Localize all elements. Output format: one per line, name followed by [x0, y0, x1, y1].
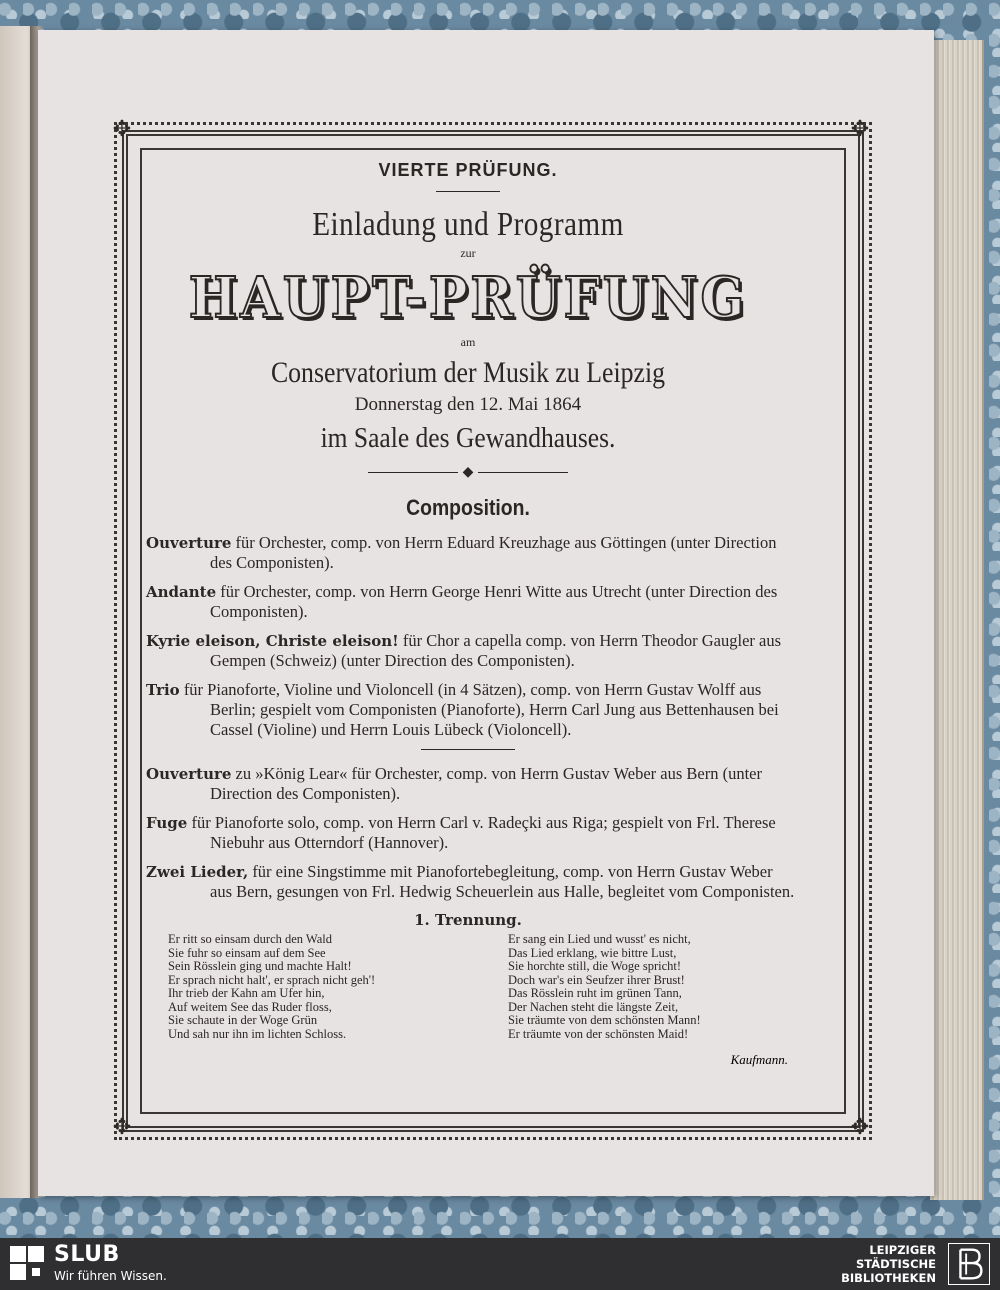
- song-title: 1. Trennung.: [414, 911, 522, 929]
- program-item: Kyrie eleison, Christe eleison! für Chor a capella comp. von Herrn Theodor Gaugler aus Gempen (Schweiz) (unter Direction des Componisten).: [146, 631, 782, 670]
- section-title: Composition.: [406, 495, 530, 520]
- lyrics-right-column: Er sang ein Lied und wusst' es nicht, Das Lied erklang, wie bittre Lust, Sie horchte still, die Woge spricht! Doch war's ein Seufzer ihrer Brust! Das Rösslein ruht im grünen Tann, Der Nachen steht die längste Zeit, Sie träumte von dem schönsten Mann! Er träumte von der schönsten Maid!: [508, 932, 701, 1041]
- slub-logo-icon[interactable]: [10, 1246, 44, 1280]
- corner-ornament-icon: ✥: [112, 1115, 132, 1140]
- divider-ornament: [368, 464, 568, 480]
- poem-author: Kaufmann.: [730, 1052, 788, 1067]
- program-item: Andante für Orchester, comp. von Herrn George Henri Witte aus Utrecht (unter Direction des Componisten).: [146, 582, 778, 621]
- slub-name[interactable]: SLUB: [54, 1242, 120, 1267]
- footer-bar: [0, 1238, 1000, 1290]
- program-item: Ouverture für Orchester, comp. von Herrn Eduard Kreuzhage aus Göttingen (unter Direction des Componisten).: [146, 533, 777, 572]
- lyrics-left-column: Er ritt so einsam durch den Wald Sie fuhr so einsam auf dem See Sein Rösslein ging und machte Halt! Er sprach nicht halt', er sprach nicht geh'! Ihr trieb der Kahn am Ufer hin, Auf weitem See das Ruder floss, Sie schaute in der Woge Grün Und sah nur ihn im lichten Schloss.: [168, 932, 376, 1041]
- connector-zur: zur: [460, 246, 476, 260]
- page-stack-edge: [930, 40, 984, 1200]
- corner-ornament-icon: ✥: [112, 117, 132, 142]
- short-rule: [436, 191, 500, 192]
- program-content: [138, 150, 798, 1043]
- corner-ornament-icon: ✥: [850, 117, 870, 142]
- intermission-divider: [421, 749, 515, 750]
- program-item: Trio für Pianoforte, Violine und Violoncell (in 4 Sätzen), comp. von Herrn Gustav Wolff aus Berlin; gespielt vom Componisten (Pianoforte), Herrn Carl Jung aus Bettenhausen bei Cassel (Violine) und Herrn Louis Lübeck (Violoncell).: [146, 680, 779, 739]
- program-item: Zwei Lieder, für eine Singstimme mit Pianofortebegleitung, comp. von Herrn Gustav Weber aus Bern, gesungen von Frl. Hedwig Scheuerlein aus Halle, begleitet vom Componisten.: [146, 862, 795, 901]
- exam-label: VIERTE PRÜFUNG.: [378, 160, 558, 180]
- institution-name: Conservatorium der Musik zu Leipzig: [270, 356, 666, 389]
- lsb-wordmark[interactable]: LEIPZIGER STÄDTISCHE BIBLIOTHEKEN: [841, 1243, 936, 1285]
- event-venue: im Saale des Gewandhauses.: [320, 422, 616, 454]
- program-item: Ouverture zu »König Lear« für Orchester, comp. von Herrn Gustav Weber aus Bern (unter Direction des Componisten).: [146, 764, 762, 803]
- program-item: Fuge für Pianoforte solo, comp. von Herrn Carl v. Radeçki aus Riga; gespielt von Frl. Therese Niebuhr aus Otterndorf (Hannover).: [146, 813, 776, 852]
- diamond-ornament-icon: ◆: [458, 465, 478, 479]
- program-list: [138, 533, 798, 902]
- corner-ornament-icon: ✥: [850, 1115, 870, 1140]
- event-date: Donnerstag den 12. Mai 1864: [354, 394, 582, 415]
- slub-tagline: Wir führen Wissen.: [54, 1269, 167, 1283]
- main-title: HAUPT-PRÜFUNG: [188, 265, 748, 331]
- invitation-heading: Einladung und Programm: [312, 206, 624, 243]
- lsb-logo-icon[interactable]: [948, 1243, 990, 1285]
- song-lyrics: [138, 933, 798, 1043]
- connector-am: am: [460, 335, 476, 349]
